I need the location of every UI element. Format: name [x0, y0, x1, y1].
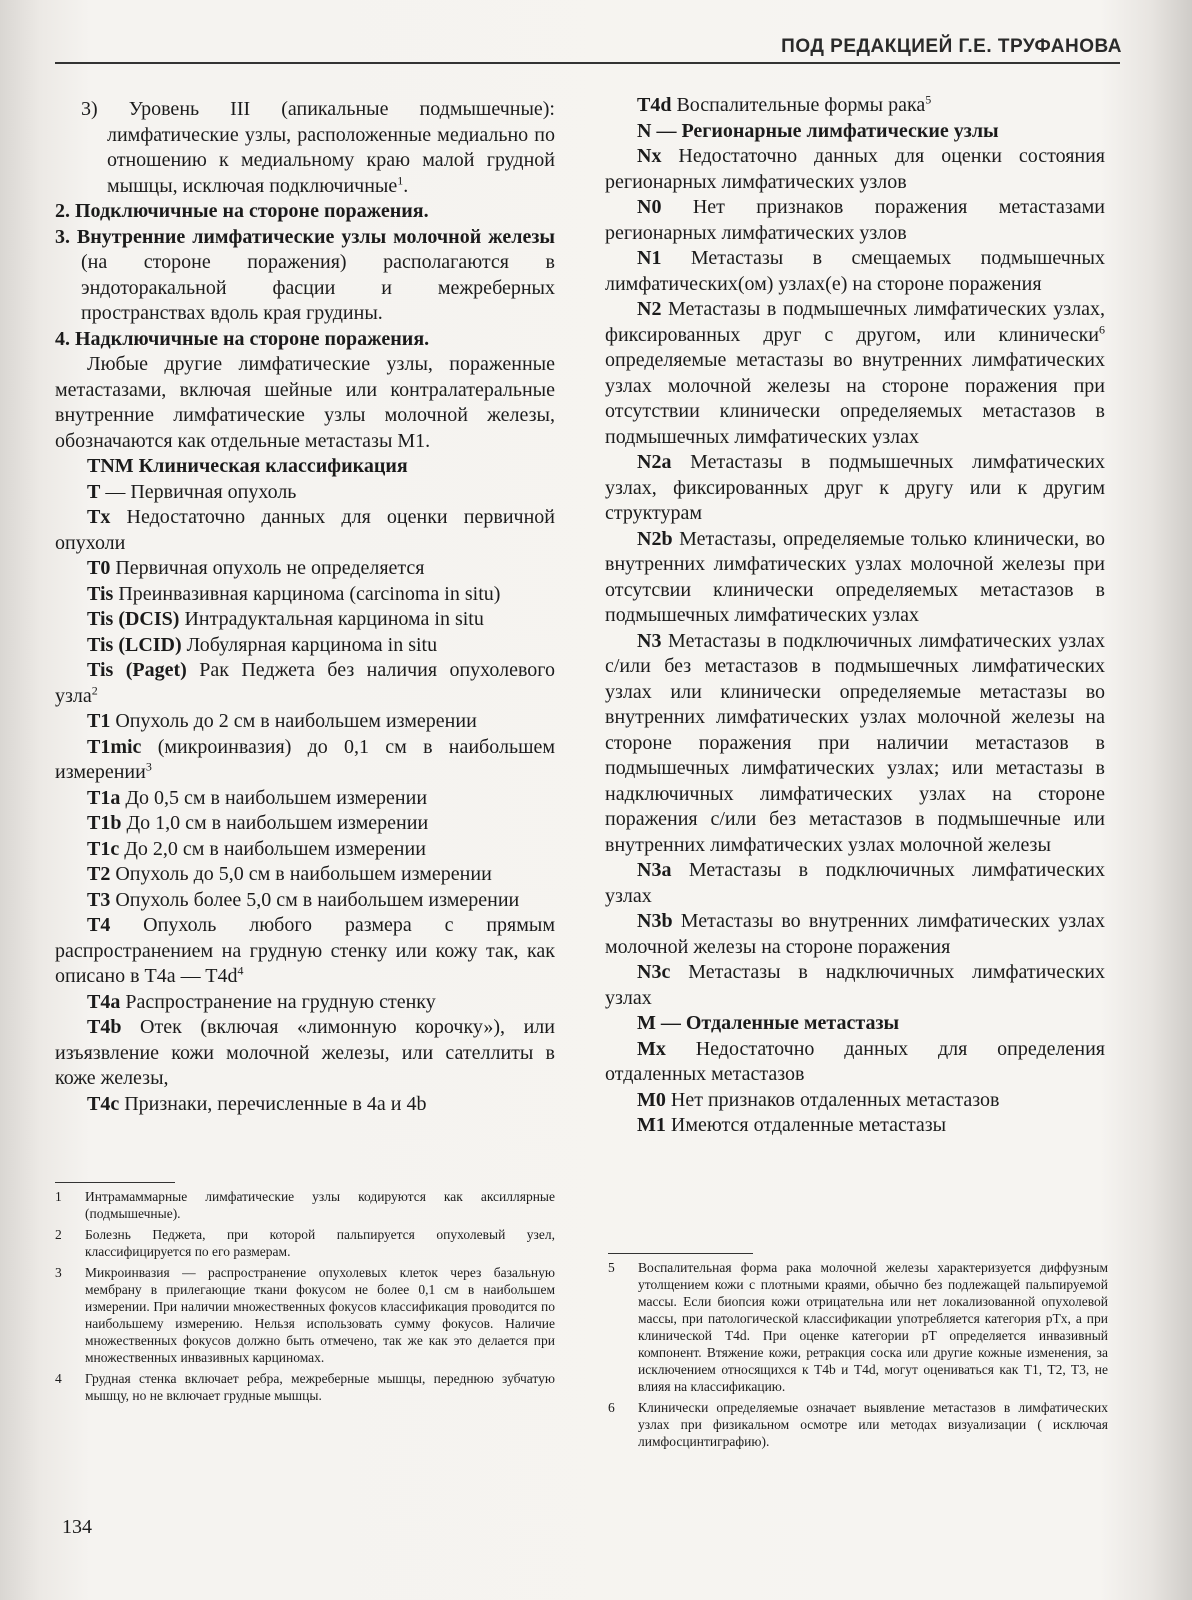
- mx-entry: Mx Недостаточно данных для определения отдаленных метастазов: [605, 1037, 1105, 1085]
- t1a-entry: T1a До 0,5 см в наибольшем измерении: [87, 786, 428, 809]
- n1-entry: N1 Метастазы в смещаемых подмышечных лимфатических(ом) узлах(е) на стороне поражения: [605, 247, 1105, 295]
- nx-entry: Nx Недостаточно данных для оценки состояния регионарных лимфатических узлов: [605, 145, 1105, 193]
- footnote-6: 6 Клинически определяемые означает выявление метастазов в лимфатических узлах при физикальном осмотре или методах визуализации ( исключая лимфосцинтиграфию).: [608, 1400, 1108, 1449]
- footnotes-left: [55, 1188, 555, 1408]
- m-heading: M — Отдаленные метастазы: [637, 1012, 900, 1034]
- n-heading: N — Регионарные лимфатические узлы: [637, 119, 999, 142]
- tis-entry: Tis Преинвазивная карцинома (carcinoma in situ): [87, 582, 501, 605]
- tis-dcis-entry: Tis (DCIS) Интрадуктальная карцинома in situ: [87, 608, 484, 630]
- n2b-entry: N2b Метастазы, определяемые только клинически, во внутренних лимфатических узлах молочной железы при отсутсвии клинически определяемых метастазов в подмышечных лимфатических узлах: [605, 527, 1105, 626]
- n3-entry: N3 Метастазы в подключичных лимфатических узлах с/или без метастазов в подмышечных лимфатических узлах или клинически определяемые метастазы во внутренних лимфатических узлах молочной железы на стороне поражения при наличии метастазов в подмышечных лимфатических узлах; или метастазы в надключичных лимфатических узлах на стороне поражения с/или без метастазов в подмышечные или внутренних лимфатических узлах молочной железы: [605, 629, 1105, 856]
- footnote-1: 1 Интрамаммарные лимфатические узлы кодируются как аксиллярные (подмышечные).: [55, 1189, 555, 1221]
- tnm-heading: TNM Клиническая классификация: [87, 455, 408, 477]
- footnote-3: 3 Микроинвазия — распространение опухолевых клеток через базальную мембрану в прилегающие ткани фокусом не более 0,1 см в наибольшем измерении. При наличии множественных фокусов классификация проводится по наибольшему измерению. Нельзя использовать сумму фокусов. Наличие множественных фокусов должно быть отмечено, так же как это делается при множественных инвазивных карциномах.: [55, 1265, 555, 1365]
- left-column: [55, 97, 555, 1117]
- t1b-entry: T1b До 1,0 см в наибольшем измерении: [87, 812, 429, 834]
- t-heading: T — Первичная опухоль: [87, 480, 297, 503]
- t4-entry: T4 Опухоль любого размера с прямым распространением на грудную стенку или кожу так, как описано в T4a — $T4d^4$: [55, 914, 555, 987]
- footnote-4: 4 Грудная стенка включает ребра, межреберные мышцы, переднюю зубчатую мышцу, но не включает грудные мышцы.: [55, 1371, 555, 1403]
- n2-entry: N2 Метастазы в подмышечных лимфатических узлах, фиксированных друг с другом, или клинически$^6$ определяемые метастазы во внутренних лимфатических узлах молочной железы на стороне поражения при отсутствии клинически определяемых метастазов в подмышечных лимфатических узлах: [605, 298, 1105, 448]
- t2-entry: T2 Опухоль до 5,0 см в наибольшем измерении: [87, 863, 492, 885]
- t1mic-entry: T1mic (микроинвазия) до 0,1 см в наибольшем измерении$^3$: [55, 735, 555, 783]
- header-rule: [55, 62, 1120, 64]
- t0-entry: T0 Первичная опухоль не определяется: [87, 557, 425, 579]
- t1-entry: T1 Опухоль до 2 см в наибольшем измерении: [87, 710, 477, 732]
- running-header: ПОД РЕДАКЦИЕЙ Г.Е. ТРУФАНОВА: [781, 36, 1122, 57]
- page-number: 134: [62, 1516, 92, 1538]
- t4a-entry: T4a Распространение на грудную стенку: [87, 990, 436, 1013]
- adjacent-page-edge: [1150, 95, 1180, 1395]
- t4d-entry: T4d Воспалительные формы рака$^5$: [637, 92, 932, 116]
- tx-entry: Tx Недостаточно данных для оценки первичной опухоли: [55, 506, 555, 554]
- m0-entry: M0 Нет признаков отдаленных метастазов: [637, 1088, 1000, 1111]
- tis-paget-entry: Tis (Paget) Рак Педжета без наличия опухолевого узла$^2$: [55, 659, 555, 707]
- footnote-rule-right: [608, 1253, 753, 1254]
- tis-lcid-entry: Tis (LCID) Лобулярная карцинома in situ: [87, 633, 438, 656]
- n3a-entry: N3a Метастазы в подключичных лимфатических узлах: [605, 859, 1105, 907]
- paragraph-other-nodes: Любые другие лимфатические узлы, пораженные метастазами, включая шейные или контралатеральные внутренние лимфатические узлы молочной железы, обозначаются как отдельные метастазы M1.: [55, 353, 555, 452]
- t3-entry: T3 Опухоль более 5,0 см в наибольшем измерении: [87, 888, 520, 911]
- t4c-entry: T4c Признаки, перечисленные в 4а и 4b: [87, 1092, 427, 1115]
- list-item-3: 3. Внутренние лимфатические узлы молочной железы (на стороне поражения) располагаются в эндоторакальной фасции и межреберных пространствах вдоль края грудины.: [55, 225, 555, 324]
- n0-entry: N0 Нет признаков поражения метастазами регионарных лимфатических узлов: [605, 196, 1105, 244]
- footnote-2: 2 Болезнь Педжета, при которой пальпируется опухолевый узел, классифицируется по его размерам.: [55, 1227, 555, 1259]
- n3c-entry: N3c Метастазы в надключичных лимфатических узлах: [605, 961, 1105, 1009]
- list-item-4: 4. Надключичные на стороне поражения.: [55, 327, 430, 350]
- level-3-item: 3) Уровень III (апикальные подмышечные): лимфатические узлы, расположенные медиально по отношению к медиальному краю малой грудной мышцы, исключая подключичные$^1$.: [81, 98, 555, 197]
- footnote-rule-left: [55, 1182, 175, 1183]
- n3b-entry: N3b Метастазы во внутренних лимфатических узлах молочной железы на стороне поражения: [605, 910, 1105, 958]
- n2a-entry: N2a Метастазы в подмышечных лимфатических узлах, фиксированных друг к другу или к другим структурам: [605, 451, 1105, 524]
- t4b-entry: T4b Отек (включая «лимонную корочку»), или изъязвление кожи молочной железы, или сателлиты в коже железы,: [55, 1016, 555, 1089]
- footnotes-right: [608, 1259, 1108, 1454]
- right-column: [605, 93, 1105, 1139]
- t1c-entry: T1c До 2,0 см в наибольшем измерении: [87, 837, 426, 860]
- footnote-5: 5 Воспалительная форма рака молочной железы характеризуется диффузным утолщением кожи с плотными краями, обычно без подлежащей пальпируемой массы. Если биопсия кожи отрицательна или нет локализованной опухолевой массы, при патологической классификации употребляется категория pTx, а при клинической T4d. При оценке категории pT определяется инвазивный компонент. Втяжение кожи, ретракция соска или другие кожные изменения, за исключением относящихся к T4b и T4d, могут оцениваться как T1, T2, T3, не влияя на классификацию.: [608, 1260, 1108, 1394]
- list-item-2: 2. Подключичные на стороне поражения.: [55, 200, 429, 222]
- m1-entry: M1 Имеются отдаленные метастазы: [637, 1114, 947, 1136]
